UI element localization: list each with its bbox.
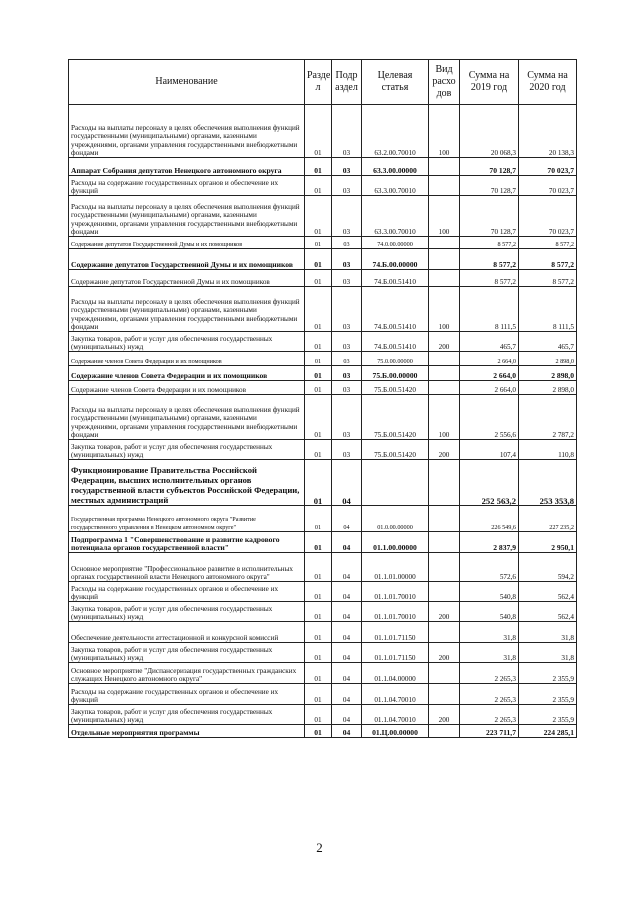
header-name: Наименование: [69, 60, 305, 105]
row-target: 01.1.04.70010: [362, 705, 429, 725]
row-name: Закупка товаров, работ и услуг для обеспечения государственных (муниципальных) нужд: [69, 440, 305, 460]
row-section: 01: [305, 249, 332, 270]
row-sum-2019: 465,7: [460, 332, 519, 352]
row-name: Расходы на содержание государственных органов и обеспечение их функций: [69, 176, 305, 196]
row-sum-2020: 2 898,0: [519, 366, 577, 381]
row-kind: [429, 553, 460, 582]
row-name: Расходы на выплаты персоналу в целях обеспечения выполнения функций государственными (муниципальными) органами, казенными учреждениями, органами управления государственными внебюджетными фондами: [69, 395, 305, 440]
row-sum-2019: 31,8: [460, 622, 519, 643]
row-sum-2019: 252 563,2: [460, 460, 519, 506]
row-section: 01: [305, 460, 332, 506]
row-sum-2020: 70 023,7: [519, 196, 577, 237]
row-target: 01.1.04.70010: [362, 684, 429, 705]
row-name: Закупка товаров, работ и услуг для обеспечения государственных (муниципальных) нужд: [69, 602, 305, 622]
row-sum-2019: 223 711,7: [460, 725, 519, 738]
table-header-row: [69, 60, 577, 105]
header-sum-2020: Сумма на 2020 год: [519, 60, 577, 105]
row-sum-2020: 2 950,1: [519, 532, 577, 553]
table-row: [69, 643, 577, 663]
row-section: 01: [305, 553, 332, 582]
row-subsection: 04: [332, 506, 362, 532]
row-sum-2019: 8 111,5: [460, 287, 519, 332]
row-target: 74.Б.00.51410: [362, 287, 429, 332]
row-section: 01: [305, 176, 332, 196]
header-target: Целевая статья: [362, 60, 429, 105]
table-row: [69, 366, 577, 381]
row-sum-2020: 8 111,5: [519, 287, 577, 332]
budget-table: [68, 59, 577, 738]
row-name: Расходы на содержание государственных органов и обеспечение их функций: [69, 684, 305, 705]
row-kind: [429, 270, 460, 287]
row-kind: [429, 237, 460, 249]
table-row: [69, 663, 577, 684]
row-target: 74.Б.00.51410: [362, 270, 429, 287]
row-target: [362, 460, 429, 506]
row-subsection: 04: [332, 532, 362, 553]
table-row: [69, 105, 577, 158]
row-sum-2019: 20 068,3: [460, 105, 519, 158]
row-section: 01: [305, 506, 332, 532]
row-target: 74.0.00.00000: [362, 237, 429, 249]
row-sum-2019: 70 128,7: [460, 158, 519, 176]
row-target: 63.2.00.70010: [362, 105, 429, 158]
row-kind: 200: [429, 602, 460, 622]
row-kind: 100: [429, 287, 460, 332]
row-sum-2020: 70 023,7: [519, 158, 577, 176]
row-subsection: 04: [332, 684, 362, 705]
row-name: Содержание членов Совета Федерации и их помощников: [69, 381, 305, 395]
table-row: [69, 532, 577, 553]
row-sum-2020: 2 787,2: [519, 395, 577, 440]
row-subsection: 03: [332, 196, 362, 237]
row-sum-2019: 2 556,6: [460, 395, 519, 440]
row-section: 01: [305, 643, 332, 663]
row-subsection: 03: [332, 332, 362, 352]
row-section: 01: [305, 725, 332, 738]
row-subsection: 03: [332, 381, 362, 395]
row-section: 01: [305, 582, 332, 602]
table-row: [69, 352, 577, 366]
row-sum-2020: 2 898,0: [519, 352, 577, 366]
row-subsection: 03: [332, 105, 362, 158]
row-sum-2020: 562,4: [519, 582, 577, 602]
row-section: 01: [305, 270, 332, 287]
table-row: [69, 381, 577, 395]
row-sum-2019: 2 265,3: [460, 684, 519, 705]
row-name: Расходы на выплаты персоналу в целях обеспечения выполнения функций государственными (муниципальными) органами, казенными учреждениями, органами управления государственными внебюджетными фондами: [69, 105, 305, 158]
row-sum-2019: 540,8: [460, 582, 519, 602]
row-sum-2020: 224 285,1: [519, 725, 577, 738]
header-section: Разде л: [305, 60, 332, 105]
row-sum-2019: 2 664,0: [460, 366, 519, 381]
row-target: 74.Б.00.51410: [362, 332, 429, 352]
row-target: 75.0.00.00000: [362, 352, 429, 366]
row-name: Аппарат Собрания депутатов Ненецкого автономного округа: [69, 158, 305, 176]
row-subsection: 03: [332, 270, 362, 287]
row-target: 01.1.01.00000: [362, 553, 429, 582]
row-target: 75.Б.00.51420: [362, 440, 429, 460]
table-row: [69, 725, 577, 738]
table-row: [69, 553, 577, 582]
table-row: [69, 287, 577, 332]
row-sum-2020: 8 577,2: [519, 237, 577, 249]
row-target: 01.1.04.00000: [362, 663, 429, 684]
header-kind: Вид расхо дов: [429, 60, 460, 105]
row-kind: 200: [429, 440, 460, 460]
row-sum-2019: 70 128,7: [460, 196, 519, 237]
row-kind: [429, 158, 460, 176]
row-name: Расходы на содержание государственных органов и обеспечение их функций: [69, 582, 305, 602]
row-name: Закупка товаров, работ и услуг для обеспечения государственных (муниципальных) нужд: [69, 643, 305, 663]
row-sum-2020: 465,7: [519, 332, 577, 352]
header-sum-2019: Сумма на 2019 год: [460, 60, 519, 105]
row-name: Подпрограмма 1 "Совершенствование и развитие кадрового потенциала органов государственной власти": [69, 532, 305, 553]
row-name: Закупка товаров, работ и услуг для обеспечения государственных (муниципальных) нужд: [69, 332, 305, 352]
table-row: [69, 158, 577, 176]
row-subsection: 04: [332, 460, 362, 506]
row-target: 63.3.00.70010: [362, 196, 429, 237]
row-kind: [429, 622, 460, 643]
row-kind: [429, 582, 460, 602]
row-subsection: 03: [332, 249, 362, 270]
row-kind: [429, 663, 460, 684]
row-subsection: 04: [332, 553, 362, 582]
row-target: 63.3.00.70010: [362, 176, 429, 196]
row-section: 01: [305, 366, 332, 381]
row-section: 01: [305, 352, 332, 366]
table-row: [69, 395, 577, 440]
row-kind: [429, 366, 460, 381]
row-sum-2020: 2 355,9: [519, 663, 577, 684]
row-name: Обеспечение деятельности аттестационной и конкурсной комиссий: [69, 622, 305, 643]
row-sum-2019: 8 577,2: [460, 249, 519, 270]
row-section: 01: [305, 602, 332, 622]
row-sum-2020: 594,2: [519, 553, 577, 582]
row-kind: 100: [429, 395, 460, 440]
row-sum-2020: 8 577,2: [519, 249, 577, 270]
row-sum-2019: 2 664,0: [460, 352, 519, 366]
row-subsection: 03: [332, 176, 362, 196]
row-sum-2019: 2 837,9: [460, 532, 519, 553]
row-sum-2019: 107,4: [460, 440, 519, 460]
row-sum-2020: 2 355,9: [519, 684, 577, 705]
row-target: 01.1.01.70010: [362, 602, 429, 622]
row-section: 01: [305, 237, 332, 249]
row-section: 01: [305, 196, 332, 237]
row-sum-2020: 31,8: [519, 643, 577, 663]
row-sum-2020: 253 353,8: [519, 460, 577, 506]
row-name: Отдельные мероприятия программы: [69, 725, 305, 738]
row-subsection: 04: [332, 622, 362, 643]
table-row: [69, 332, 577, 352]
row-name: Закупка товаров, работ и услуг для обеспечения государственных (муниципальных) нужд: [69, 705, 305, 725]
row-subsection: 03: [332, 395, 362, 440]
row-section: 01: [305, 395, 332, 440]
row-section: 01: [305, 381, 332, 395]
row-sum-2020: 2 355,9: [519, 705, 577, 725]
header-subsection: Подр аздел: [332, 60, 362, 105]
row-section: 01: [305, 663, 332, 684]
table-row: [69, 582, 577, 602]
table-row: [69, 237, 577, 249]
row-section: 01: [305, 105, 332, 158]
row-name: Функционирование Правительства Российской Федерации, высших исполнительных органов государственной власти субъектов Российской Федерации, местных администраций: [69, 460, 305, 506]
row-section: 01: [305, 158, 332, 176]
table-row: [69, 249, 577, 270]
row-section: 01: [305, 532, 332, 553]
table-body: [69, 105, 577, 738]
row-target: 75.Б.00.51420: [362, 395, 429, 440]
row-kind: [429, 176, 460, 196]
table-row: [69, 176, 577, 196]
row-subsection: 03: [332, 440, 362, 460]
row-subsection: 03: [332, 237, 362, 249]
row-kind: [429, 725, 460, 738]
table-row: [69, 440, 577, 460]
row-sum-2019: 572,6: [460, 553, 519, 582]
row-subsection: 03: [332, 366, 362, 381]
row-kind: [429, 684, 460, 705]
row-sum-2019: 8 577,2: [460, 270, 519, 287]
row-subsection: 04: [332, 643, 362, 663]
row-target: 01.1.01.70010: [362, 582, 429, 602]
row-sum-2020: 70 023,7: [519, 176, 577, 196]
row-sum-2020: 31,8: [519, 622, 577, 643]
row-target: 01.1.00.00000: [362, 532, 429, 553]
row-sum-2019: 2 265,3: [460, 663, 519, 684]
row-kind: 200: [429, 643, 460, 663]
row-sum-2020: 2 898,0: [519, 381, 577, 395]
row-name: Основное мероприятие "Профессиональное развитие в исполнительных органах государственной власти Ненецкого автономного округа": [69, 553, 305, 582]
row-target: 63.3.00.00000: [362, 158, 429, 176]
table-row: [69, 705, 577, 725]
row-sum-2020: 562,4: [519, 602, 577, 622]
row-sum-2019: 2 265,3: [460, 705, 519, 725]
row-section: 01: [305, 440, 332, 460]
row-sum-2019: 2 664,0: [460, 381, 519, 395]
row-sum-2020: 8 577,2: [519, 270, 577, 287]
row-kind: [429, 352, 460, 366]
row-kind: [429, 460, 460, 506]
row-kind: 200: [429, 332, 460, 352]
row-name: Государственная программа Ненецкого автономного округа "Развитие государственного управления в Ненецком автономном округе": [69, 506, 305, 532]
row-target: 75.Б.00.51420: [362, 381, 429, 395]
row-target: 01.0.00.00000: [362, 506, 429, 532]
row-target: 74.Б.00.00000: [362, 249, 429, 270]
row-sum-2019: 226 549,6: [460, 506, 519, 532]
row-kind: [429, 381, 460, 395]
row-sum-2019: 70 128,7: [460, 176, 519, 196]
row-subsection: 04: [332, 705, 362, 725]
row-name: Расходы на выплаты персоналу в целях обеспечения выполнения функций государственными (муниципальными) органами, казенными учреждениями, органами управления государственными внебюджетными фондами: [69, 196, 305, 237]
table-row: [69, 460, 577, 506]
row-name: Основное мероприятие "Диспансеризация государственных гражданских служащих Ненецкого автономного округа": [69, 663, 305, 684]
row-target: 01.1.01.71150: [362, 622, 429, 643]
row-sum-2020: 20 138,3: [519, 105, 577, 158]
table-row: [69, 270, 577, 287]
row-subsection: 04: [332, 602, 362, 622]
row-name: Содержание депутатов Государственной Думы и их помощников: [69, 249, 305, 270]
row-name: Содержание членов Совета Федерации и их помощников: [69, 366, 305, 381]
row-section: 01: [305, 287, 332, 332]
row-target: 01.1.01.71150: [362, 643, 429, 663]
row-name: Содержание членов Совета Федерации и их помощников: [69, 352, 305, 366]
row-subsection: 04: [332, 582, 362, 602]
row-kind: [429, 532, 460, 553]
row-subsection: 03: [332, 158, 362, 176]
page-number: 2: [316, 840, 323, 855]
table-row: [69, 196, 577, 237]
table-row: [69, 684, 577, 705]
row-kind: [429, 249, 460, 270]
table-row: [69, 506, 577, 532]
row-kind: [429, 506, 460, 532]
row-kind: 100: [429, 196, 460, 237]
row-kind: 100: [429, 105, 460, 158]
row-name: Содержание депутатов Государственной Думы и их помощников: [69, 237, 305, 249]
row-subsection: 03: [332, 287, 362, 332]
row-subsection: 04: [332, 725, 362, 738]
row-sum-2020: 227 235,2: [519, 506, 577, 532]
row-kind: 200: [429, 705, 460, 725]
row-section: 01: [305, 622, 332, 643]
row-sum-2019: 8 577,2: [460, 237, 519, 249]
table-row: [69, 622, 577, 643]
row-sum-2019: 31,8: [460, 643, 519, 663]
row-section: 01: [305, 332, 332, 352]
row-subsection: 04: [332, 663, 362, 684]
row-name: Содержание депутатов Государственной Думы и их помощников: [69, 270, 305, 287]
table-row: [69, 602, 577, 622]
row-sum-2020: 110,8: [519, 440, 577, 460]
row-sum-2019: 540,8: [460, 602, 519, 622]
row-section: 01: [305, 684, 332, 705]
row-target: 75.Б.00.00000: [362, 366, 429, 381]
row-subsection: 03: [332, 352, 362, 366]
row-name: Расходы на выплаты персоналу в целях обеспечения выполнения функций государственными (муниципальными) органами, казенными учреждениями, органами управления государственными внебюджетными фондами: [69, 287, 305, 332]
row-target: 01.Ц.00.00000: [362, 725, 429, 738]
row-section: 01: [305, 705, 332, 725]
